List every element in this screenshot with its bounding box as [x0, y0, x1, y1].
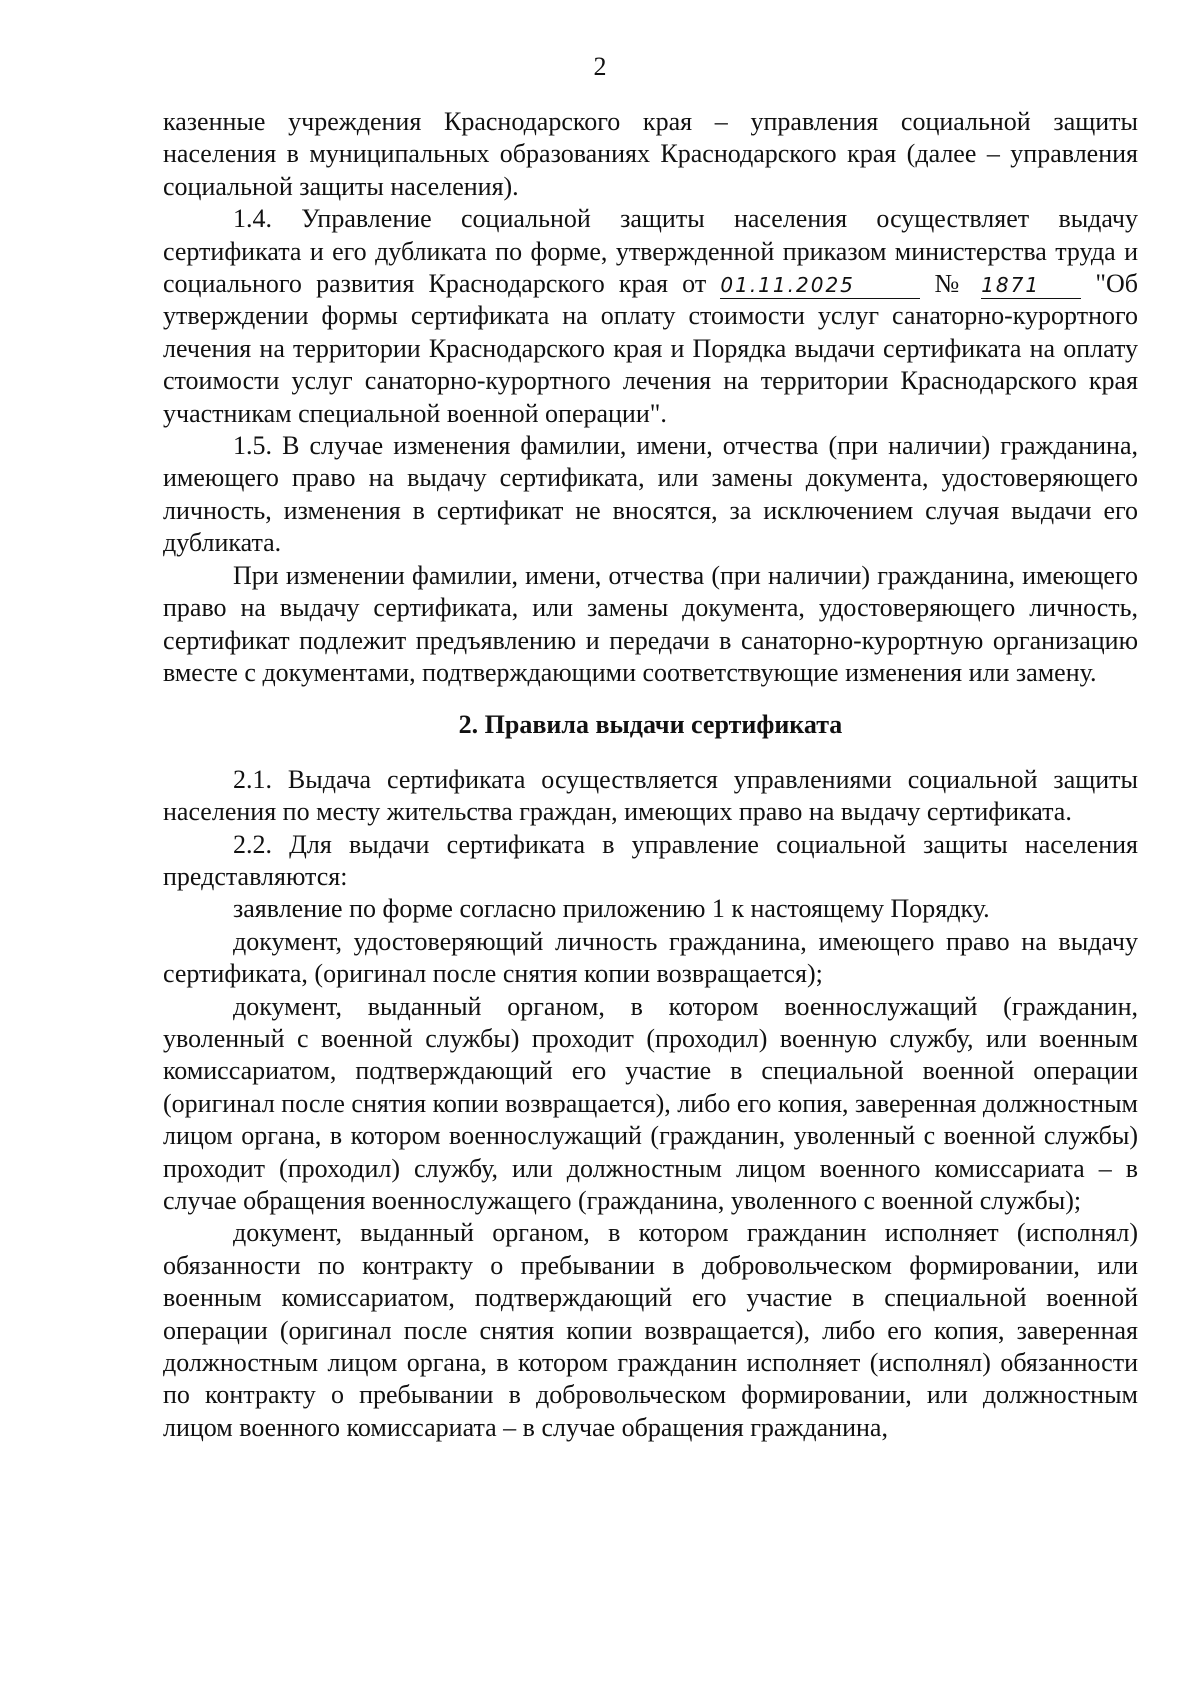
paragraph-1-5-second: При изменении фамилии, имени, отчества (при наличии) гражданина, имеющего право на выдачу сертификата, или замены документа, удостоверяющего личность, сертификат подлежит предъявлению и передачи в санаторно-курортную организацию вместе с документами, подтверждающими соответствующие изменения или замену.: [163, 560, 1138, 687]
order-date-handwritten: 01.11.2025: [720, 272, 920, 299]
number-sign: №: [920, 269, 982, 299]
list-item-volunteer-document: документ, выданный органом, в котором гражданин исполняет (исполнял) обязанности по контракту о пребывании в добровольческом формировании, или военным комиссариатом, подтверждающий его участие в специальной военной операции (оригинал после снятия копии возвращается), либо его копия, заверенная должностным лицом органа, в котором гражданин исполняет (исполнял) обязанности по контракту о пребывании в добровольческом формировании, или должностным лицом военного комиссариата – в случае обращения гражданина,: [163, 1218, 1138, 1442]
paragraph-1-4: [163, 203, 1138, 430]
order-number-handwritten: 1871: [981, 272, 1081, 299]
page-number: 2: [593, 52, 607, 81]
paragraph-intro: казенные учреждения Краснодарского края – управления социальной защиты населения в муниципальных образованиях Краснодарского края (далее – управления социальной защиты населения).: [163, 107, 1138, 201]
paragraph-2-2: 2.2. Для выдачи сертификата в управление социальной защиты населения представляются:: [163, 829, 1138, 891]
list-item-application: заявление по форме согласно приложению 1 к настоящему Порядку.: [233, 894, 990, 924]
paragraph-1-4-text-start: 1.4. Управление социальной защиты населения осуществляет выдачу сертификата и его дубликата по форме, утвержденной приказом министерства труда и социального развития Краснодарского края от: [163, 204, 1138, 299]
document-body: [163, 106, 1138, 1444]
paragraph-1-5: 1.5. В случае изменения фамилии, имени, отчества (при наличии) гражданина, имеющего право на выдачу сертификата, или замены документа, удостоверяющего личность, изменения в сертификат не вносятся, за исключением случая выдачи его дубликата.: [163, 431, 1138, 558]
paragraph-2-1: 2.1. Выдача сертификата осуществляется управлениями социальной защиты населения по месту жительства граждан, имеющих право на выдачу сертификата.: [163, 764, 1138, 827]
list-item-identity-document: документ, удостоверяющий личность гражданина, имеющего право на выдачу сертификата, (оригинал после снятия копии возвращается);: [163, 926, 1138, 989]
list-item-military-document: документ, выданный органом, в котором военнослужащий (гражданин, уволенный с военной службы) проходит (проходил) военную службу, или военным комиссариатом, подтверждающий его участие в специальной военной операции (оригинал после снятия копии возвращается), либо его копия, заверенная должностным лицом органа, в котором военнослужащий (гражданин, уволенный с военной службы) проходит (проходил) службу, или должностным лицом военного комиссариата – в случае обращения военнослужащего (гражданина, уволенного с военной службы);: [163, 991, 1138, 1215]
section-2-heading: 2. Правила выдачи сертификата: [458, 710, 843, 740]
paragraph-1-4-text-end: "Об утверждении формы сертификата на оплату стоимости услуг санаторно-курортного лечения на территории Краснодарского края и Порядка выдачи сертификата на оплату стоимости услуг санаторно-курортного лечения на территории Краснодарского края участникам специальной военной операции".: [163, 269, 1138, 428]
